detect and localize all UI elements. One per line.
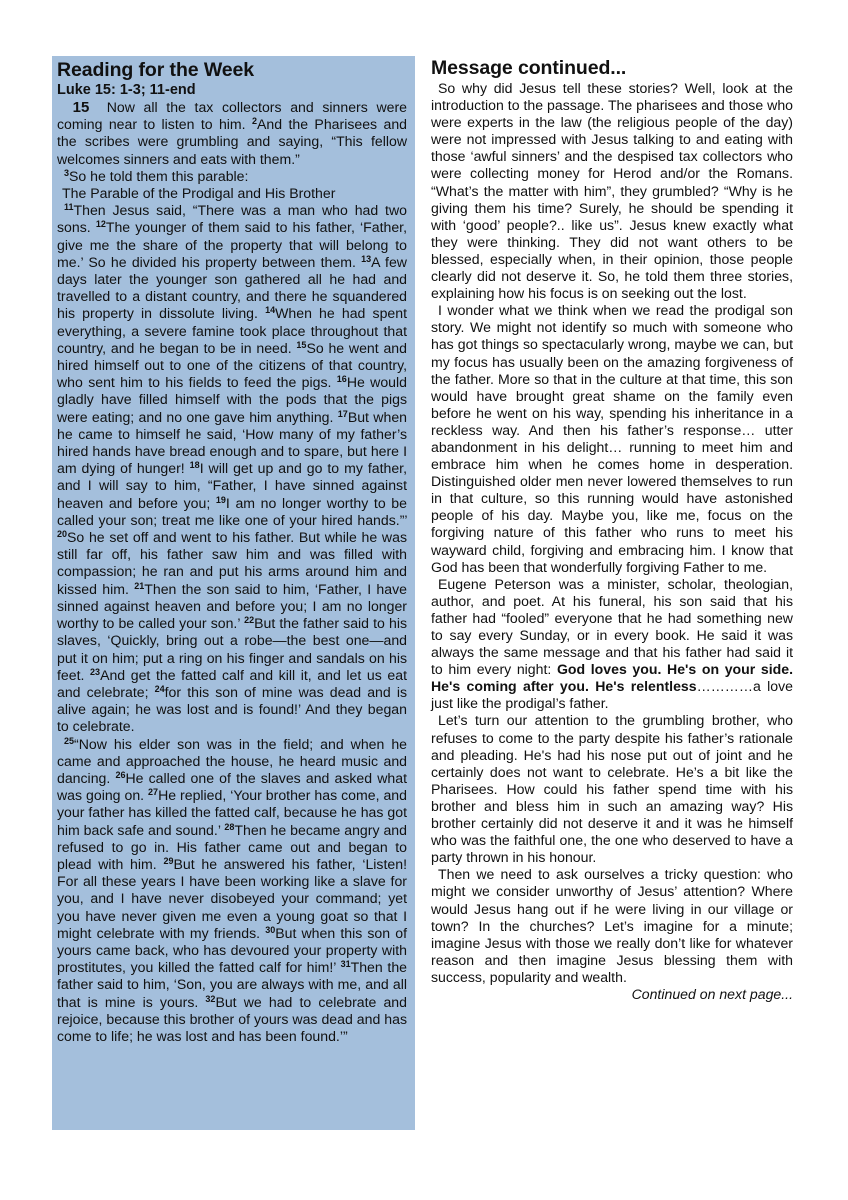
message-title: Message continued... [431, 57, 627, 79]
message-paragraph-1: So why did Jesus tell these stories? Well, look at the introduction to the passage. The pharisees and those who were experts in the law (the religious people of the day) were not impressed with Jesus talking to and eating with those ‘awful sinners’ and the despised tax collectors who were collecting money for Herod and/or the Romans. “What’s the matter with him”, they grumbled? “Why is he giving them his time? Surely, he should be spending it with ‘good’ people?.. like us”. Jesus knew exactly what they were thinking. They did not want others to be blessed, especially when, in their opinion, those people clearly did not deserve it. So, he told them three stories, explaining how his focus is on seeking out the lost. [431, 80, 793, 302]
message-paragraph-4: Let’s turn our attention to the grumbling brother, who refuses to come to the party despite his father’s rationale and pleading. He's had his nose put out of joint and he certainly does not want to celebrate. He’s a bit like the Pharisees. How could his father spend time with his brother and bless him in such an amazing way? His brother certainly did not deserve it and it was he himself who was the faithful one, the one who deserved to have a party thrown in his honour. [431, 712, 793, 866]
verse-3: $^3$So he told them this parable: [64, 167, 249, 184]
reading-panel [52, 56, 415, 1130]
message-paragraph-2: I wonder what we think when we read the prodigal son story. We might not identify so much with someone who has got things so spectacularly wrong, maybe we can, but my focus has usually been on the amazing forgiveness of the father. More so that in the culture at that time, this son would have brought great shame on the family even before he went on his way, spending his inheritance in a reckless way. And then his father’s response… utter abandonment in his delight… running to meet him and embrace him when he comes home in desperation. Distinguished older men never lowered themselves to run in that culture, so this running would have astonished people of his day. Maybe you, like me, focus on the forgiving nature of this father who runs to meet his wayward child, forgiving and embracing him. I know that God has been that wonderfully forgiving Father to me. [431, 302, 793, 575]
message-column [431, 56, 793, 1017]
parable-subheading: The Parable of the Prodigal and His Brother [62, 185, 336, 202]
emphasis-quote: God loves you. He's on your side. He's coming after you. He's relentless [431, 661, 793, 695]
verses-25-32: $^{25}$“Now his elder son was in the field; and when he came and approached the house, he heard music and dancing. $^{26}$He called one of the slaves and asked what was going on. $^{27}$He replied, ‘Your brother has come, and your father has killed the fatted calf, because he has got him back safe and sound.’ $^{28}$Then he became angry and refused to go in. His father came out and began to plead with him. $^{29}$But he answered his father, ‘Listen! For all these years I have been working like a slave for you, and I have never disobeyed your command; yet you have never given me even a young goat so that I might celebrate with my friends. $^{30}$But when this son of yours came back, who has devoured your property with prostitutes, you killed the fatted calf for him!’ $^{31}$Then the father said to him, ‘Son, you are always with me, and all that is mine is yours. $^{32}$But we had to celebrate and rejoice, because this brother of yours was dead and has come to life; he was lost and has been found.’” [57, 735, 408, 1044]
scripture-reference: Luke 15: 1-3; 11-end [57, 82, 196, 98]
message-paragraph-5: Then we need to ask ourselves a tricky question: who might we consider unworthy of Jesus’ attention? Where would Jesus hang out if he were living in our village or town? In the churches? Let’s imagine for a minute; imagine Jesus with those we really don’t like for whatever reason and then imagine Jesus blessing them with success, popularity and wealth. [431, 866, 793, 985]
verses-11-24: $^{11}$Then Jesus said, “There was a man who had two sons. $^{12}$The younger of them said to his father, ‘Father, give me the share of the property that will belong to me.’ So he divided his property between them. $^{13}$A few days later the younger son gathered all he had and travelled to a distant country, and there he squandered his property in dissolute living. $^{14}$When he had spent everything, a severe famine took place throughout that country, and he began to be in need. $^{15}$So he went and hired himself out to one of the citizens of that country, who sent him to his fields to feed the pigs. $^{16}$He would gladly have filled himself with the pods that the pigs were eating; and no one gave him anything. $^{17}$But when he came to himself he said, ‘How many of my father’s hired hands have bread enough and to spare, but here I am dying of hunger! $^{18}$I will get up and go to my father, and I will say to him, “Father, I have sinned against heaven and before you; $^{19}$I am no longer worthy to be called your son; treat me like one of your hired hands.”’ $^{20}$So he set off and went to his father. But while he was still far off, his father saw him and was filled with compassion; he ran and put his arms around him and kissed him. $^{21}$Then the son said to him, ‘Father, I have sinned against heaven and before you; I am no longer worthy to be called your son.’ $^{22}$But the father said to his slaves, ‘Quickly, bring out a robe—the best one—and put it on him; put a ring on his finger and sandals on his feet. $^{23}$And get the fatted calf and kill it, and let us eat and celebrate; $^{24}$for this son of mine was dead and is alive again; he was lost and is found!’ And they began to celebrate. [57, 202, 408, 735]
message-paragraph-3: Eugene Peterson was a minister, scholar, theologian, author, and poet. At his funeral, his son said that his father had “fooled” everyone that he had something new to say every Sunday, or in every book. He said it was always the same message and that his father had said it to him every night: God loves you. He's on your side. He's coming after you. He's relentless…………a love just like the prodigal’s father. [431, 575, 794, 712]
chapter-number: 15 [72, 99, 90, 116]
continued-note: Continued on next page... [631, 985, 793, 1002]
reading-title: Reading for the Week [57, 59, 255, 81]
verses-1-2: 15 Now all the tax collectors and sinners were coming near to listen to him. $^2$And the Pharisees and the scribes were grumbling and saying, “This fellow welcomes sinners and eats with them.” [57, 99, 408, 167]
